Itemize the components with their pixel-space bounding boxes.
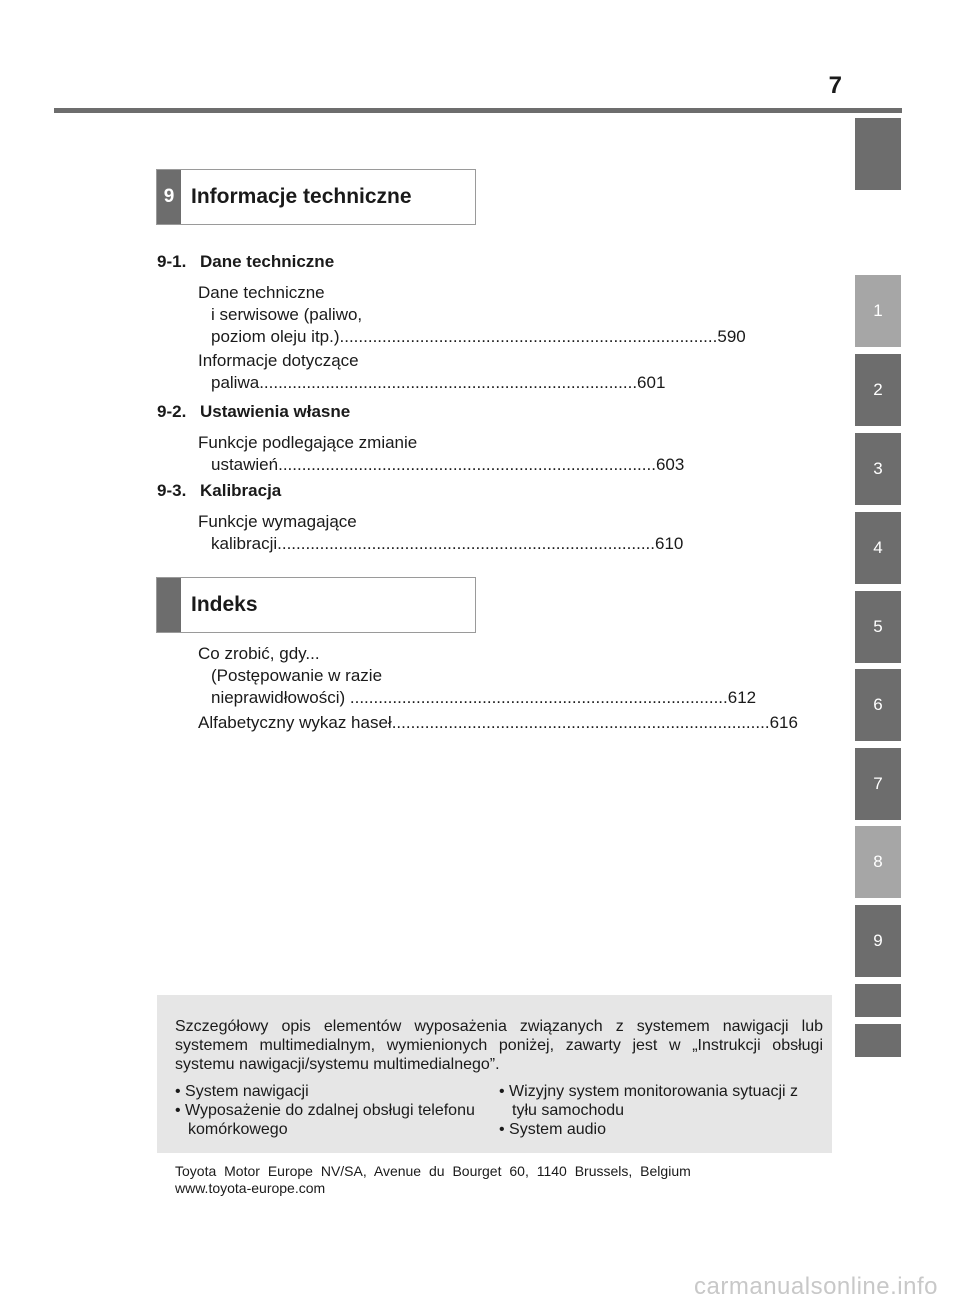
section-marker: [157, 578, 181, 632]
toc-entry-text: nieprawidłowości) ................................................................................: [211, 688, 728, 707]
footer-address: Toyota Motor Europe NV/SA, Avenue du Bourget 60, 1140 Brussels, Belgium: [175, 1163, 691, 1179]
subsection-title: Kalibracja: [200, 481, 282, 500]
watermark: carmanualsonline.info: [694, 1273, 938, 1300]
toc-entry-continuation: (Postępowanie w razie: [211, 666, 383, 685]
toc-entry-first-line: Funkcje podlegające zmianie: [198, 433, 418, 452]
toc-page-number: 610: [654, 534, 684, 553]
info-panel: [157, 995, 832, 1153]
chapter-tab-9: 9: [855, 905, 901, 977]
toc-entry-line: [198, 326, 746, 348]
top-rule: [54, 108, 902, 113]
toc-entry-text: Alfabetyczny wykaz haseł................................................................................: [198, 713, 770, 732]
chapter-tab-1: 1: [855, 275, 901, 347]
info-list-item: • System nawigacji: [175, 1083, 309, 1100]
toc-entry-text: ustawień................................................................................: [211, 455, 656, 474]
subsection-heading: [157, 251, 334, 273]
info-list-item: • Wyposażenie do zdalnej obsługi telefonu komórkowego: [175, 1102, 475, 1138]
toc-entry-text: poziom oleju itp.)................................................................................: [211, 327, 718, 346]
info-list-item: • Wizyjny system monitorowania sytuacji z tyłu samochodu: [499, 1083, 799, 1119]
chapter-tab-7: 7: [855, 748, 901, 820]
index-section-header: [156, 577, 476, 633]
toc-entry: [198, 511, 684, 555]
toc-page-number: 590: [717, 327, 746, 346]
info-right-column: [499, 1082, 823, 1139]
subsection-heading: [157, 401, 350, 423]
section-title: Informacje techniczne: [191, 185, 412, 208]
toc-entry-line: [198, 533, 684, 555]
subsection-title: Dane techniczne: [200, 252, 335, 271]
toc-entry-line: [198, 372, 666, 394]
toc-entry-line: [198, 712, 798, 734]
subsection-code: 9-1.: [157, 252, 187, 271]
info-left-column: [175, 1082, 499, 1139]
toc-entry-first-line: Dane techniczne: [198, 283, 325, 302]
section-9-header: [156, 169, 476, 225]
chapter-tab-2: 2: [855, 354, 901, 426]
subsection-heading: [157, 480, 281, 502]
toc-entry-first-line: Co zrobić, gdy...: [198, 644, 320, 663]
chapter-tab-6: 6: [855, 669, 901, 741]
toc-entry: [198, 282, 746, 348]
section-number: 9: [157, 170, 181, 224]
index-entry: [198, 643, 757, 709]
chapter-tab-4: 4: [855, 512, 901, 584]
toc-page-number: 601: [637, 373, 666, 392]
chapter-tab-5: 5: [855, 591, 901, 663]
toc-entry: [198, 350, 666, 394]
toc-entry-line: [198, 687, 757, 709]
subsection-code: 9-2.: [157, 402, 187, 421]
toc-page-number: 616: [769, 713, 798, 732]
toc-entry-text: kalibracji................................................................................: [211, 534, 655, 553]
chapter-tab-blank: [855, 118, 901, 190]
chapter-tab-3: 3: [855, 433, 901, 505]
chapter-tab-8: 8: [855, 826, 901, 898]
toc-entry-first-line: Funkcje wymagające: [198, 512, 357, 531]
toc-page-number: 612: [727, 688, 757, 707]
toc-entry-line: [198, 454, 685, 476]
chapter-tab-blank: [855, 984, 901, 1017]
subsection-title: Ustawienia własne: [200, 402, 351, 421]
toc-entry: [198, 432, 685, 476]
info-list-item: • System audio: [499, 1121, 606, 1138]
chapter-tab-blank: [855, 1024, 901, 1057]
subsection-code: 9-3.: [157, 481, 187, 500]
toc-entry-first-line: Informacje dotyczące: [198, 351, 359, 370]
info-paragraph: Szczegółowy opis elementów wyposażenia związanych z systemem nawigacji lub systemem multimedialnym, wymienionych poniżej, zawarty jest w „Instrukcji obsługi systemu nawigacji/systemu multimedialnego”.: [175, 1018, 823, 1073]
toc-entry-text: paliwa................................................................................: [211, 373, 638, 392]
page-number: 7: [828, 72, 842, 99]
footer: [175, 1163, 691, 1197]
toc-page-number: 603: [655, 455, 685, 474]
footer-website: www.toyota-europe.com: [175, 1180, 326, 1196]
toc-entry-continuation: i serwisowe (paliwo,: [211, 305, 363, 324]
index-entry: [198, 712, 798, 734]
index-section-title: Indeks: [191, 593, 258, 616]
